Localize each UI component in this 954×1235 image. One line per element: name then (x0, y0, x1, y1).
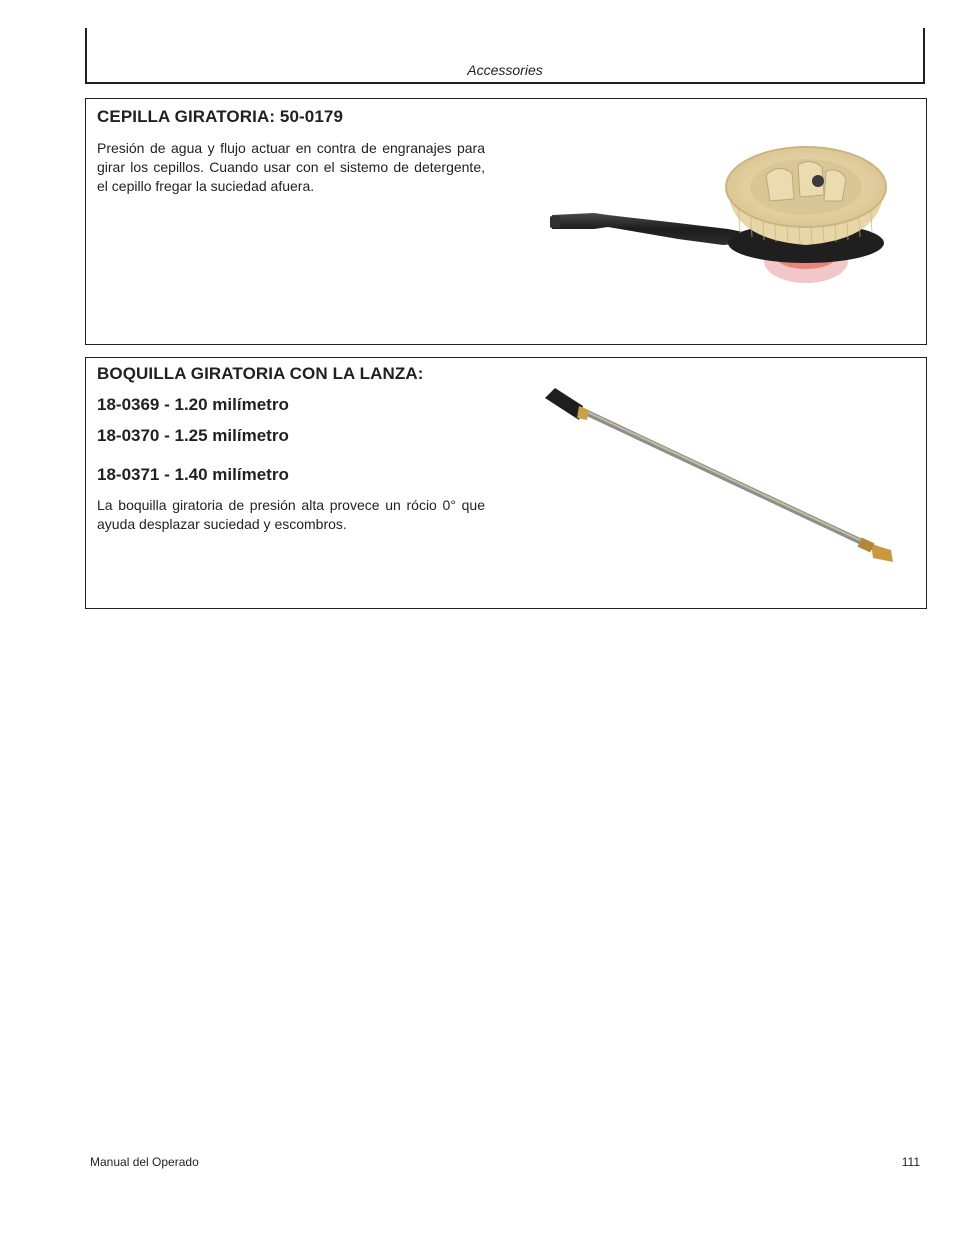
part-number: 18-0371 - 1.40 milímetro (97, 465, 289, 484)
accessory-card-rotating-brush (85, 98, 927, 345)
section-title: Accessories (467, 62, 543, 78)
part-number: 18-0370 - 1.25 milímetro (97, 426, 289, 445)
page-number: 111 (901, 1155, 920, 1169)
header-box (85, 28, 925, 84)
rotating-nozzle-wand-image (541, 386, 911, 571)
rotating-brush-image (548, 141, 898, 291)
card-title: CEPILLA GIRATORIA: 50-0179 (97, 107, 344, 126)
card-description: La boquilla giratoria de presión alta provece un rócio 0° que ayuda desplazar suciedad y escombros. (97, 497, 485, 532)
manual-title: Manual del Operado (90, 1155, 199, 1169)
part-number: 18-0369 - 1.20 milímetro (97, 395, 289, 414)
card-title: BOQUILLA GIRATORIA CON LA LANZA: (97, 364, 424, 383)
card-description: Presión de agua y flujo actuar en contra de engranajes para girar los cepillos. Cuando usar con el sistemo de detergente, el cepillo fregar la suciedad afuera. (97, 140, 485, 194)
accessory-card-rotating-nozzle (85, 357, 927, 609)
